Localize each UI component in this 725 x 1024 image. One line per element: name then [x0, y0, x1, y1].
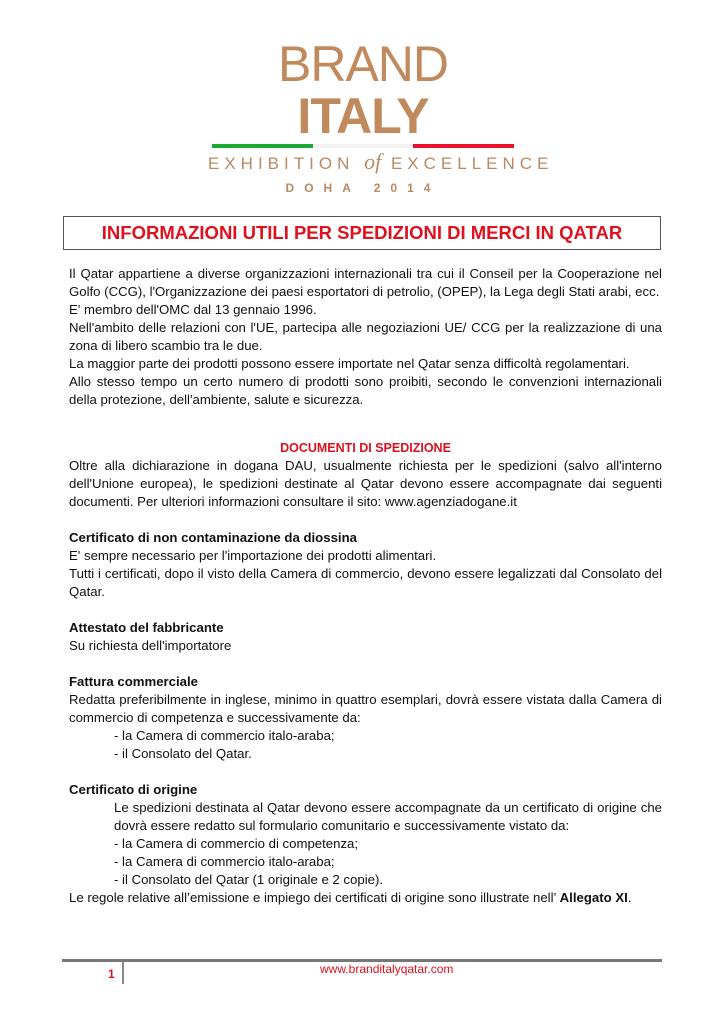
- footer-url[interactable]: www.branditalyqatar.com: [320, 962, 454, 976]
- intro-paragraph: Nell'ambito delle relazioni con l'UE, partecipa alle negoziazioni UE/ CCG per la realizzazione di una zona di libero scambio tra le due.: [69, 320, 662, 353]
- title-box: [63, 216, 661, 250]
- footer-vertical-divider: [122, 962, 124, 984]
- footer: [0, 941, 725, 1024]
- intro-paragraph: E' membro dell'OMC dal 13 gennaio 1996.: [69, 302, 317, 317]
- italian-flag-stripe: [212, 144, 514, 148]
- text-line: Tutti i certificati, dopo il visto della Camera di commercio, devono essere legalizzati dal Consolato del Qatar.: [69, 566, 662, 599]
- text-line: Su richiesta dell'importatore: [69, 638, 232, 653]
- documenti-text: Oltre alla dichiarazione in dogana DAU, usualmente richiesta per le spedizioni (salvo all'interno dell'Unione europea), le spedizioni destinate al Qatar devono essere accompagnate dai seguenti documenti. Per ulteriori informazioni consultare il sito: www.agenziadogane.it: [69, 458, 662, 509]
- list-item: - la Camera di commercio italo-araba;: [114, 728, 335, 743]
- list-item: - la Camera di commercio di competenza;: [114, 836, 359, 851]
- subheading: Fattura commerciale: [69, 674, 198, 689]
- section-heading: DOCUMENTI DI SPEDIZIONE: [280, 441, 451, 455]
- origine-section: [69, 781, 662, 907]
- list-item: - il Consolato del Qatar (1 originale e 2 copie).: [114, 872, 384, 887]
- list-item: - la Camera di commercio italo-araba;: [114, 854, 335, 869]
- fabbricante-section: [69, 619, 662, 655]
- page-title: INFORMAZIONI UTILI PER SPEDIZIONI DI MERCI IN QATAR: [101, 222, 623, 243]
- text-line: Le spedizioni destinata al Qatar devono essere accompagnate da un certificato di origine che dovrà essere redatto sul formulario comunitario e successivamente vistato da:: [114, 800, 662, 833]
- closing-line: Le regole relative all’emissione e impiego dei certificati di origine sono illustrate nell’ Allegato XI.: [69, 890, 632, 905]
- subheading: Attestato del fabbricante: [69, 620, 224, 635]
- allegato-reference: Allegato XI: [559, 890, 628, 905]
- diossina-section: [69, 529, 662, 601]
- brand-italy-logo: [208, 36, 554, 196]
- logo-subtitle: EXHIBITION of EXCELLENCE: [208, 149, 554, 174]
- text-line: Redatta preferibilmente in inglese, minimo in quattro esemplari, dovrà essere vistata dalla Camera di commercio di competenza e successivamente da:: [69, 692, 662, 725]
- fattura-section: [69, 673, 662, 763]
- logo-brand-text: BRAND ITALY: [277, 36, 449, 144]
- document-body: [69, 250, 662, 907]
- documenti-section: [69, 439, 662, 511]
- intro-paragraph: Il Qatar appartiene a diverse organizzazioni internazionali tra cui il Conseil per la Cooperazione nel Golfo (CCG), l'Organizzazione dei paesi esportatori di petrolio, (OPEP), la Lega degli Stati arabi, ecc.: [69, 266, 662, 299]
- intro-section: [69, 265, 662, 409]
- text-line: E' sempre necessario per l'importazione dei prodotti alimentari.: [69, 548, 437, 563]
- subheading: Certificato di origine: [69, 782, 198, 797]
- intro-paragraph: La maggior parte dei prodotti possono essere importate nel Qatar senza difficoltà regolamentari.: [69, 356, 630, 371]
- intro-paragraph: Allo stesso tempo un certo numero di prodotti sono proibiti, secondo le convenzioni internazionali della protezione, dell'ambiente, salute e sicurezza.: [69, 374, 662, 407]
- page-number: 1: [108, 967, 115, 981]
- list-item: - il Consolato del Qatar.: [114, 746, 252, 761]
- logo-doha: DOHA 2014: [285, 181, 441, 195]
- subheading: Certificato di non contaminazione da diossina: [69, 530, 357, 545]
